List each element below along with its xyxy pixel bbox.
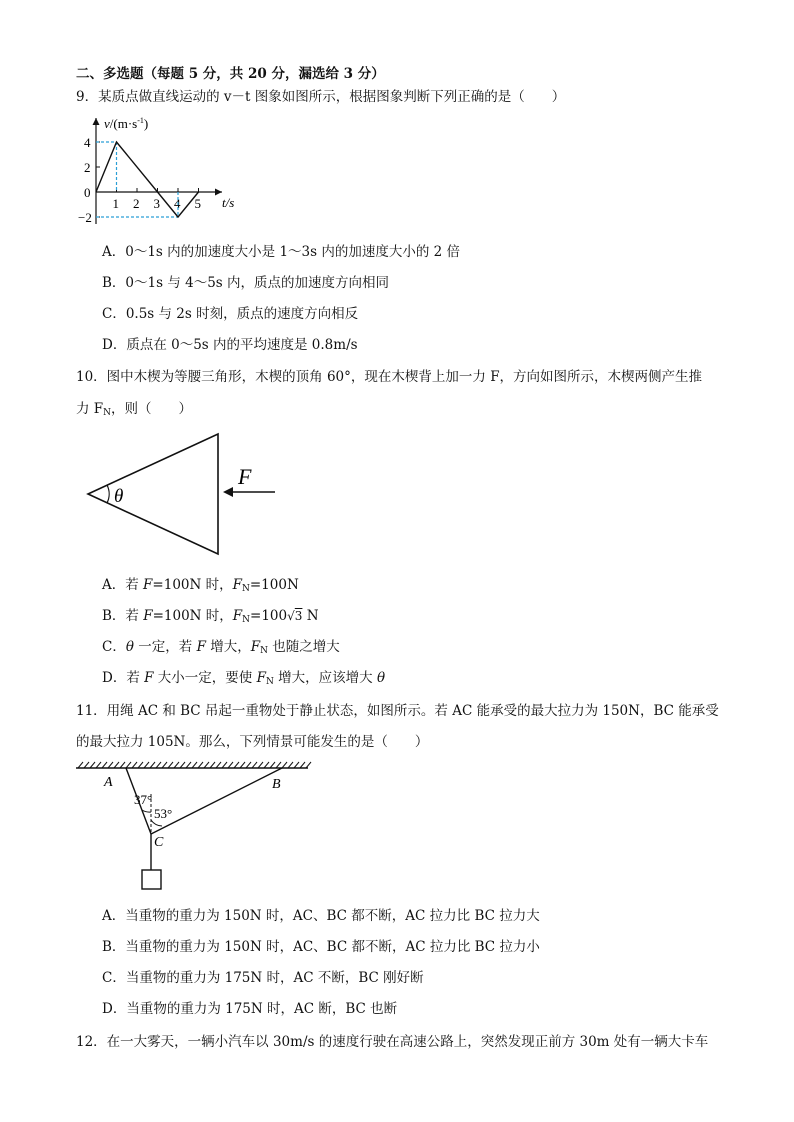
q11-option-d: D．当重物的重力为 175N 时，AC 断，BC 也断 — [102, 1001, 398, 1017]
hatch-line — [252, 762, 257, 768]
q10-option-b: B．若 F=100N 时，$F_N=100√3$ N — [102, 608, 319, 625]
hatch-line — [192, 762, 197, 768]
q11-rope-figure — [74, 760, 314, 895]
weight-box — [142, 870, 161, 889]
hatch-line — [294, 762, 299, 768]
hatch-line — [132, 762, 137, 768]
y-tick-label: −2 — [78, 210, 92, 225]
force-label: F — [238, 464, 252, 489]
hatch-line — [162, 762, 167, 768]
label-a: A — [104, 775, 113, 790]
hatch-line — [276, 762, 281, 768]
q9-vt-graph — [70, 108, 240, 233]
y-tick-label: 2 — [84, 160, 91, 175]
hatch-line — [288, 762, 293, 768]
x-tick-label: 5 — [194, 196, 201, 211]
hatch-line — [138, 762, 143, 768]
hatch-line — [102, 762, 107, 768]
hatch-line — [222, 762, 227, 768]
q10-stem-line1: 10．图中木楔为等腰三角形，木楔的顶角 60°，现在木楔背上加一力 F，方向如图所示，木楔两侧产生推 — [76, 369, 703, 385]
q10-option-a: A．若 F=100N 时，$F_N=100N$ — [102, 577, 299, 594]
rope-bc — [151, 768, 282, 834]
angle-label-37: 37° — [134, 792, 153, 807]
hatch-line — [180, 762, 185, 768]
ceiling-hatch — [78, 762, 311, 768]
y-tick-labels — [78, 135, 100, 225]
y-axis-label: $v/(m\cdot s^{-1})$ — [104, 116, 149, 131]
hatch-line — [300, 762, 305, 768]
hatch-line — [84, 762, 89, 768]
hatch-line — [96, 762, 101, 768]
angle-theta-label: θ — [114, 486, 124, 507]
hatch-line — [258, 762, 263, 768]
force-arrowhead — [223, 487, 233, 497]
q11-stem-line2: 的最大拉力 105N。那么，下列情景可能发生的是（ ） — [76, 734, 429, 750]
q10-option-d: D．若 F 大小一定，要使 $F_N$ 增大，应该增大 θ — [102, 670, 386, 687]
q11-stem-line1: 11．用绳 AC 和 BC 吊起一重物处于静止状态，如图所示。若 AC 能承受的最大拉力为 150N，BC 能承受 — [76, 703, 719, 719]
section-title: 二、多选题（每题 5 分，共 20 分，漏选给 3 分） — [76, 66, 385, 82]
label-b: B — [272, 777, 281, 792]
q11-option-c: C．当重物的重力为 175N 时，AC 不断，BC 刚好断 — [102, 970, 424, 986]
hatch-line — [240, 762, 245, 768]
hatch-line — [234, 762, 239, 768]
hatch-line — [174, 762, 179, 768]
hatch-line — [150, 762, 155, 768]
hatch-line — [210, 762, 215, 768]
x-tick-label: 4 — [174, 196, 181, 211]
q9-stem: 9．某质点做直线运动的 v－t 图象如图所示，根据图象判断下列正确的是（ ） — [76, 89, 566, 105]
q9-option-a: A．0～1s 内的加速度大小是 1～3s 内的加速度大小的 2 倍 — [102, 244, 461, 260]
angle-arc — [107, 485, 109, 503]
q9-option-d: D．质点在 0～5s 内的平均速度是 0.8m/s — [102, 337, 358, 353]
q9-option-b: B．0～1s 与 4～5s 内，质点的加速度方向相同 — [102, 275, 390, 291]
hatch-line — [78, 762, 83, 768]
velocity-line — [96, 142, 199, 217]
q9-option-c: C．0.5s 与 2s 时刻，质点的速度方向相反 — [102, 306, 359, 322]
hatch-line — [144, 762, 149, 768]
hatch-line — [246, 762, 251, 768]
hatch-line — [282, 762, 287, 768]
q12-stem: 12．在一大雾天，一辆小汽车以 30m/s 的速度行驶在高速公路上，突然发现正前方 30m 处有一辆大卡车 — [76, 1034, 709, 1050]
q10-stem-line2: 力 $F_N$，则（ ） — [76, 401, 193, 418]
hatch-line — [120, 762, 125, 768]
x-tick-label: 2 — [133, 196, 140, 211]
hatch-line — [114, 762, 119, 768]
angle-arc-37 — [142, 810, 151, 812]
y-tick-label: 0 — [84, 185, 91, 200]
q11-option-a: A．当重物的重力为 150N 时，AC、BC 都不断，AC 拉力比 BC 拉力大 — [102, 908, 540, 924]
x-axis-label: t/s — [222, 195, 235, 210]
hatch-line — [228, 762, 233, 768]
hatch-line — [126, 762, 131, 768]
q10-wedge-figure — [80, 430, 290, 560]
hatch-line — [216, 762, 221, 768]
hatch-line — [108, 762, 113, 768]
hatch-line — [156, 762, 161, 768]
hatch-line — [168, 762, 173, 768]
x-tick-label: 1 — [112, 196, 119, 211]
y-tick-label: 4 — [84, 135, 91, 150]
hatch-line — [306, 762, 311, 768]
hatch-line — [186, 762, 191, 768]
label-c: C — [154, 835, 164, 850]
q10-option-c: C．θ 一定，若 F 增大，$F_N$ 也随之增大 — [102, 639, 340, 656]
q11-option-b: B．当重物的重力为 150N 时，AC、BC 都不断，AC 拉力比 BC 拉力小 — [102, 939, 540, 955]
x-tick-label: 3 — [153, 196, 160, 211]
hatch-line — [270, 762, 275, 768]
wedge-triangle — [88, 434, 218, 554]
angle-label-53: 53° — [154, 806, 173, 821]
hatch-line — [204, 762, 209, 768]
hatch-line — [198, 762, 203, 768]
hatch-line — [264, 762, 269, 768]
hatch-line — [90, 762, 95, 768]
